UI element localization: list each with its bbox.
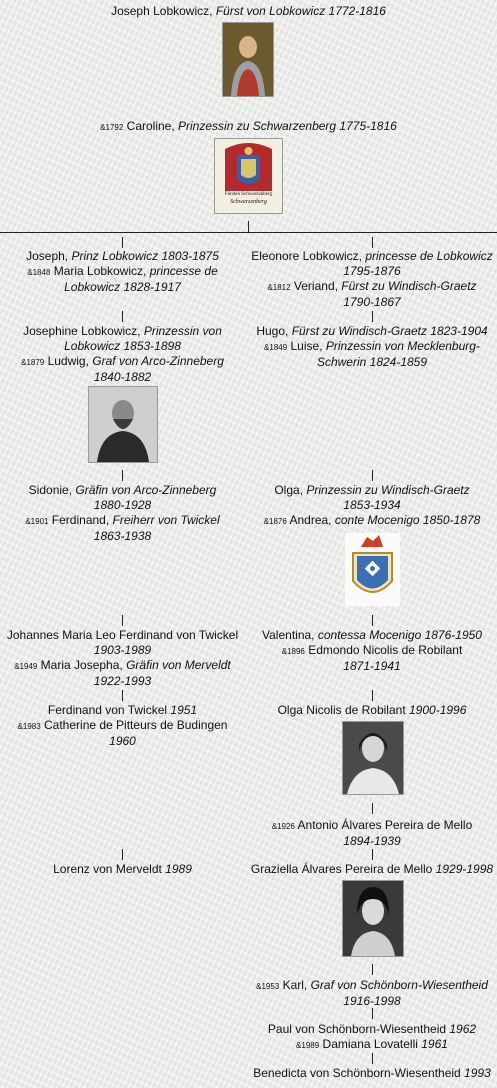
right-g2-person: Hugo, Fürst zu Windisch-Graetz 1823-1904 [256,324,488,338]
left-g3-spouse: &1901 Ferdinand, Freiherr von Twickel 1863-1938 [25,513,220,543]
right-g7-spouse: &1989 Damiana Lovatelli 1961 [296,1037,448,1051]
portrait-olga-nicolis [342,721,404,795]
right-g5-person: Olga Nicolis de Robilant 1900-1996 [277,703,467,717]
right-g6-spouse: &1953 Karl, Graf von Schönborn-Wiesentheid 1916-1998 [256,978,488,1008]
left-g3-person: Sidonie, Gräfin von Arco-Zinneberg 1880-1928 [28,483,217,512]
right-g8-person: Benedicta von Schönborn-Wiesentheid 1993 [253,1066,491,1080]
right-g4-person: Valentina, contessa Mocenigo 1876-1950 [262,628,482,642]
arms-caption-line-1: Fürsten Schwarzenberg [225,192,272,197]
right-g7-person: Paul von Schönborn-Wiesentheid 1962 [267,1022,477,1036]
left-g1-spouse: &1848 Maria Lobkowicz, princesse de Lobkowicz 1828-1917 [27,264,218,294]
top-spouse: &1792 Caroline, Prinzessin zu Schwarzenberg 1775-1816 [100,119,397,133]
connector [122,690,123,701]
connector [372,1008,373,1019]
right-g2-spouse: &1849 Luise, Prinzessin von Mecklenburg- Schwerin 1824-1859 [264,339,480,369]
left-g1-person: Joseph, Prinz Lobkowicz 1803-1875 [26,249,219,263]
right-g1-person: Eleonore Lobkowicz, princesse de Lobkowicz 1795-1876 [251,249,493,278]
connector [372,803,373,814]
right-g4-spouse: &1896 Edmondo Nicolis de Robilant 1871-1941 [281,643,463,673]
shield-icon [345,533,400,606]
portrait-figure-icon [343,722,403,794]
left-g6-person: Lorenz von Merveldt 1989 [53,862,192,876]
left-g2-person: Josephine Lobkowicz, Prinzessin von Lobkowicz 1853-1898 [23,324,222,353]
connector [372,849,373,860]
connector [122,849,123,860]
portrait-figure-icon [343,881,403,956]
connector [372,470,373,481]
right-g6-person: Graziella Álvares Pereira de Mello 1929-1998 [250,862,494,876]
left-g4-person: Johannes Maria Leo Ferdinand von Twickel 1903-1989 [6,628,239,657]
connector [122,470,123,481]
portrait-graziella [342,880,404,957]
connector [122,237,123,248]
connector [372,1053,373,1064]
connector [372,311,373,322]
connector [372,964,373,975]
left-g5-spouse: &1983 Catherine de Pitteurs de Budingen 1960 [17,718,228,748]
connector [372,615,373,626]
connector [372,690,373,701]
connector [122,615,123,626]
portrait-figure-icon [89,387,157,462]
mocenigo-arms-image [345,533,400,606]
connector [372,237,373,248]
arms-caption-line-2: Schwarzenberg [230,199,267,205]
right-g3-person: Olga, Prinzessin zu Windisch-Graetz 1853-1934 [274,483,470,512]
portrait-ludwig-arco [88,386,158,463]
right-g3-spouse: &1876 Andrea, conte Mocenigo 1850-1878 [263,513,481,527]
connector-top [248,221,249,232]
right-g1-spouse: &1812 Veriand, Fürst zu Windisch-Graetz 1790-1867 [267,279,477,309]
portrait-figure-icon [223,23,273,96]
top-person: Joseph Lobkowicz, Fürst von Lobkowicz 1772-1816 [111,4,386,18]
left-g2-spouse: &1879 Ludwig, Graf von Arco-Zinneberg 1840-1882 [21,354,224,384]
sibling-line [0,232,497,233]
connector [122,311,123,322]
schwarzenberg-arms-image [214,138,283,214]
left-g4-spouse: &1949 Maria Josepha, Gräfin von Merveldt 1922-1993 [14,658,231,688]
right-g5-spouse: &1926 Antonio Álvares Pereira de Mello 1894-1939 [271,818,473,848]
left-g5-person: Ferdinand von Twickel 1951 [47,703,198,717]
portrait-joseph-lobkowicz [222,22,274,97]
